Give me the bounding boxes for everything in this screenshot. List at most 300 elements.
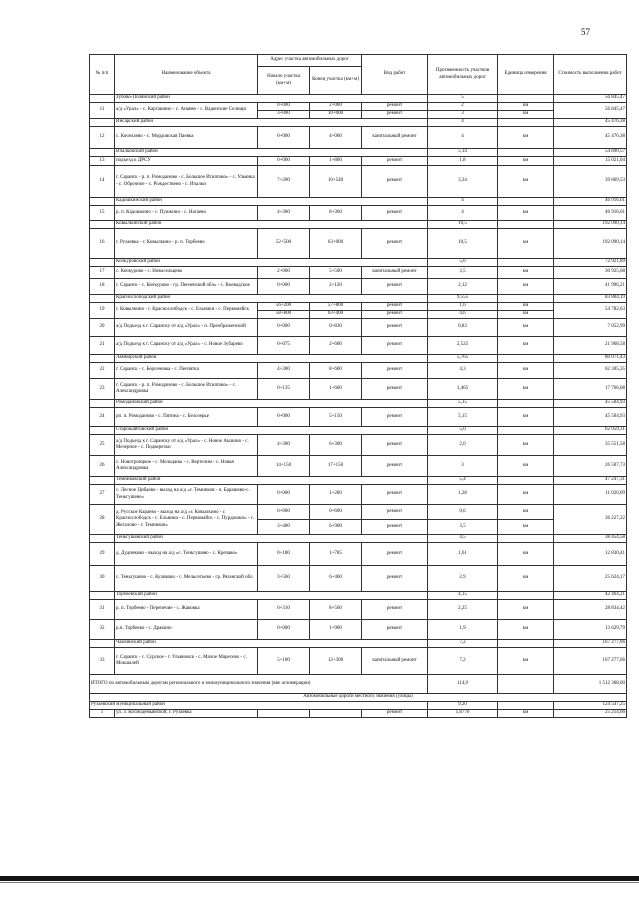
row-length: 7,2 bbox=[428, 648, 498, 675]
district-length: 4,5 bbox=[428, 535, 498, 543]
row-unit: км bbox=[498, 600, 554, 620]
row-start: 0+075 bbox=[258, 337, 310, 355]
scan-edge-line bbox=[0, 882, 639, 883]
row-num: 17 bbox=[90, 267, 115, 279]
district-unit-empty bbox=[498, 355, 554, 363]
row-work: ремонт bbox=[362, 319, 428, 337]
row-name: а/д «Урал» - с. Каргашино - с. Анаево - с. Ваденские Селищи bbox=[115, 103, 258, 119]
row-num: 29 bbox=[90, 543, 115, 566]
row-length: 1,8 bbox=[428, 157, 498, 166]
district-spacer bbox=[90, 535, 115, 543]
row-work: ремонт bbox=[362, 337, 428, 355]
table-row bbox=[90, 600, 627, 620]
district-length: 4,15 bbox=[428, 592, 498, 600]
row-end: 0+830 bbox=[310, 319, 362, 337]
row-name: р.п. Торбеево - с. Дракино bbox=[115, 620, 258, 640]
row-num: 19 bbox=[90, 303, 115, 319]
row-start: 0+180 bbox=[258, 543, 310, 566]
row-cost: 21 968,58 bbox=[554, 337, 627, 355]
row-cost: 45 504,93 bbox=[554, 408, 627, 427]
row-start: 0+000 bbox=[258, 319, 310, 337]
row-work: ремонт bbox=[362, 600, 428, 620]
row-unit: км bbox=[498, 206, 554, 221]
district-length: 5,15 bbox=[428, 400, 498, 408]
district-row bbox=[90, 400, 627, 408]
district-cost: 72 921,89 bbox=[554, 259, 627, 267]
row-start: 3+400 bbox=[258, 520, 310, 535]
row-start: 14+150 bbox=[258, 456, 310, 477]
row-cost: 25 624,17 bbox=[554, 566, 627, 592]
row-length: 2,9 bbox=[428, 566, 498, 592]
district-length: 5,6 bbox=[428, 259, 498, 267]
row-length: 4,3 bbox=[428, 363, 498, 379]
row-end: 6+460 bbox=[310, 566, 362, 592]
row-unit: км bbox=[498, 543, 554, 566]
row-name: р. п. Кадошкино - с. Пушкино - с. Нагаево bbox=[115, 206, 258, 221]
row-name: а/д Подъезд к г. Саранску от а/д «Урал» - с. Новое Акшино - с. Мезерное - с. Подверезки bbox=[115, 435, 258, 456]
district-name: Торбеевский район bbox=[115, 592, 428, 600]
row-unit: км bbox=[498, 620, 554, 640]
table-row bbox=[90, 337, 627, 355]
district-unit-empty bbox=[498, 592, 554, 600]
district-cost: 192 090,14 bbox=[554, 221, 627, 229]
district-row bbox=[90, 702, 627, 710]
section-row bbox=[90, 694, 627, 702]
row-length: 3 bbox=[428, 456, 498, 477]
district-name: Теньгушевский район bbox=[115, 535, 428, 543]
row-work: ремонт bbox=[362, 166, 428, 198]
table-row bbox=[90, 279, 627, 295]
row-unit: км bbox=[498, 566, 554, 592]
row-work: ремонт bbox=[362, 111, 428, 119]
row-length: 0,6 bbox=[428, 505, 498, 520]
row-end: 63+400 bbox=[310, 311, 362, 319]
row-end: 1+785 bbox=[310, 543, 362, 566]
row-cost: 62 305,35 bbox=[554, 363, 627, 379]
district-name: Краснослободский район bbox=[115, 295, 428, 303]
total-row bbox=[90, 675, 627, 694]
row-work: ремонт bbox=[362, 543, 428, 566]
row-unit: км bbox=[498, 379, 554, 400]
row-cost: 54 782,63 bbox=[554, 303, 627, 319]
row-num: 26 bbox=[90, 456, 115, 477]
row-end: 10+000 bbox=[310, 111, 362, 119]
row-work: ремонт bbox=[362, 505, 428, 520]
table-row bbox=[90, 543, 627, 566]
row-name: с. Новотроицкое - с. Мельцаны - с. Вертелим - с. Новая Александровка bbox=[115, 456, 258, 477]
row-start: 0+000 bbox=[258, 620, 310, 640]
row-end: 10+540 bbox=[310, 166, 362, 198]
row-start: 0+135 bbox=[258, 379, 310, 400]
row-work: ремонт bbox=[362, 456, 428, 477]
header-start: Начало участка (км+м) bbox=[258, 67, 310, 95]
row-unit: км bbox=[498, 311, 554, 319]
row-num: 14 bbox=[90, 166, 115, 198]
row-end: 6+300 bbox=[310, 435, 362, 456]
row-cost: 45 476,38 bbox=[554, 127, 627, 149]
table-row bbox=[90, 303, 627, 311]
row-work: ремонт bbox=[362, 485, 428, 505]
row-start: 0+000 bbox=[258, 505, 310, 520]
row-end: 2+000 bbox=[310, 103, 362, 111]
district-length: 7,2 bbox=[428, 640, 498, 648]
section-local-title: Автомобильные дороги местного значения (улицы) bbox=[90, 694, 627, 702]
row-name: г. Саранск - с. Кочкурово - гр. Пензенской обл» - с. Воеводское bbox=[115, 279, 258, 295]
district-length: 9,20 bbox=[428, 702, 498, 710]
district-unit-empty bbox=[498, 427, 554, 435]
district-unit-empty bbox=[498, 95, 554, 103]
row-cost: 11 020,09 bbox=[554, 485, 627, 505]
district-unit-empty bbox=[498, 640, 554, 648]
row-start: 52+500 bbox=[258, 229, 310, 259]
district-length: 10,5 bbox=[428, 221, 498, 229]
header-end: Конец участка (км+м) bbox=[310, 67, 362, 95]
row-end: 5+500 bbox=[310, 267, 362, 279]
row-name: г. Саранск - р. п. Ромоданово - с. Большое Игнатово» - с. Ульянка - с. Оброчное - с. Рождествено - с. Ичалки bbox=[115, 166, 258, 198]
district-spacer bbox=[90, 400, 115, 408]
table-row bbox=[90, 267, 627, 279]
district-cost: 56 845,47 bbox=[554, 95, 627, 103]
row-cost: 12 830,41 bbox=[554, 543, 627, 566]
total-cost: 1 512 308,00 bbox=[554, 675, 627, 694]
district-length: 4 bbox=[428, 119, 498, 127]
row-name: с. Кочкурово - с. Новосельцево bbox=[115, 267, 258, 279]
table-row bbox=[90, 710, 627, 718]
row-length: 4 bbox=[428, 206, 498, 221]
district-cost: 45 476,38 bbox=[554, 119, 627, 127]
row-length: 4 bbox=[428, 127, 498, 149]
row-unit: км bbox=[498, 408, 554, 427]
district-spacer bbox=[90, 221, 115, 229]
header-name: Наименование объекта bbox=[115, 55, 258, 95]
row-work: ремонт bbox=[362, 311, 428, 319]
table-row bbox=[90, 127, 627, 149]
row-work: ремонт bbox=[362, 710, 428, 718]
row-length: 1,28 bbox=[428, 485, 498, 505]
district-unit-empty bbox=[498, 535, 554, 543]
header-address: Адрес участка автомобильных дорог bbox=[258, 55, 362, 67]
row-work: ремонт bbox=[362, 408, 428, 427]
district-cost: 83 804,19 bbox=[554, 295, 627, 303]
row-cost: 13 629,79 bbox=[554, 620, 627, 640]
row-end: 2+120 bbox=[310, 279, 362, 295]
district-cost: 45 504,93 bbox=[554, 400, 627, 408]
row-unit: км bbox=[498, 363, 554, 379]
row-unit: км bbox=[498, 267, 554, 279]
district-name: Ромодановский район bbox=[115, 400, 428, 408]
row-length: 3,34 bbox=[428, 166, 498, 198]
table-row bbox=[90, 229, 627, 259]
row-unit: км bbox=[498, 166, 554, 198]
row-start: 3+000 bbox=[258, 111, 310, 119]
row-work: ремонт bbox=[362, 435, 428, 456]
district-unit-empty bbox=[498, 477, 554, 485]
row-length: 1,8770 bbox=[428, 710, 498, 718]
row-start: 0+000 bbox=[258, 157, 310, 166]
row-start: 58+800 bbox=[258, 311, 310, 319]
row-name: д. Дудинково - выход на а/д «с. Теньгушево - с. Кречаво» bbox=[115, 543, 258, 566]
district-row bbox=[90, 640, 627, 648]
row-unit: км bbox=[498, 111, 554, 119]
row-cost: 39 869,53 bbox=[554, 166, 627, 198]
row-end: 8+560 bbox=[310, 600, 362, 620]
table-row bbox=[90, 648, 627, 675]
district-name: Старошайговский район bbox=[115, 427, 428, 435]
page-number: 57 bbox=[581, 27, 590, 37]
district-spacer bbox=[90, 259, 115, 267]
row-num: 11 bbox=[90, 103, 115, 119]
scan-edge-bar bbox=[0, 876, 639, 881]
row-cost: 41 996,21 bbox=[554, 279, 627, 295]
row-length: 2 bbox=[428, 103, 498, 111]
district-length: 5,765 bbox=[428, 355, 498, 363]
table-row bbox=[90, 157, 627, 166]
district-cost: 54 890,57 bbox=[554, 149, 627, 157]
row-end: 1+280 bbox=[310, 485, 362, 505]
district-length: 5,14 bbox=[428, 149, 498, 157]
row-num: 25 bbox=[90, 435, 115, 456]
table-row bbox=[90, 456, 627, 477]
total-length: 114,9 bbox=[428, 675, 498, 694]
row-name: г. Ковылкино - г. Краснослободск - с. Ельники - с. Первомайск bbox=[115, 303, 258, 319]
row-num: 28 bbox=[90, 505, 115, 535]
row-length: 4,6 bbox=[428, 311, 498, 319]
row-length: 2,525 bbox=[428, 337, 498, 355]
row-length: 2,0 bbox=[428, 435, 498, 456]
table-row bbox=[90, 379, 627, 400]
table-row bbox=[90, 166, 627, 198]
row-length: 0,83 bbox=[428, 319, 498, 337]
row-num: 20 bbox=[90, 319, 115, 337]
row-num: 13 bbox=[90, 157, 115, 166]
district-unit-empty bbox=[498, 198, 554, 206]
row-start: 3+560 bbox=[258, 566, 310, 592]
district-row bbox=[90, 535, 627, 543]
row-unit: км bbox=[498, 303, 554, 311]
row-end: 8+600 bbox=[310, 363, 362, 379]
row-name: а/д Подъезд к г. Саранску от а/д «Урал» - с. Новое Зубарево bbox=[115, 337, 258, 355]
district-spacer bbox=[90, 592, 115, 600]
row-cost: 56 845,47 bbox=[554, 103, 627, 119]
row-unit: км bbox=[498, 648, 554, 675]
district-name: Кадошкинский район bbox=[115, 198, 428, 206]
district-name: Зубово-Полянский район bbox=[115, 95, 428, 103]
district-cost: 124 547,25 bbox=[554, 702, 627, 710]
district-cost: 62 059,31 bbox=[554, 427, 627, 435]
row-unit: км bbox=[498, 710, 554, 718]
district-unit-empty bbox=[498, 119, 554, 127]
district-length: 5,4 bbox=[428, 477, 498, 485]
row-end: 1+900 bbox=[310, 620, 362, 640]
row-unit: км bbox=[498, 337, 554, 355]
row-unit: км bbox=[498, 319, 554, 337]
row-work: ремонт bbox=[362, 279, 428, 295]
row-unit: км bbox=[498, 103, 554, 111]
row-cost: 167 277,66 bbox=[554, 648, 627, 675]
row-start: 0+000 bbox=[258, 127, 310, 149]
row-num: 30 bbox=[90, 566, 115, 592]
row-name: с. Лесное Цибаево - выход на а/д «г. Темников - п. Барашево-с. Теньгушево» bbox=[115, 485, 258, 505]
district-unit-empty bbox=[498, 149, 554, 157]
row-work: капитальный ремонт bbox=[362, 127, 428, 149]
district-spacer bbox=[90, 640, 115, 648]
row-start: 5+100 bbox=[258, 648, 310, 675]
district-cost: 42 464,21 bbox=[554, 592, 627, 600]
table-row bbox=[90, 620, 627, 640]
district-name: Ковылкинский район bbox=[115, 221, 428, 229]
row-length: 3,5 bbox=[428, 267, 498, 279]
row-length: 1,9 bbox=[428, 620, 498, 640]
row-num: 15 bbox=[90, 206, 115, 221]
row-num: 27 bbox=[90, 485, 115, 505]
row-cost: 15 021,04 bbox=[554, 157, 627, 166]
row-name: г. Рузаевка - г. Ковылкино - р. п. Торбеево bbox=[115, 229, 258, 259]
row-num: 1 bbox=[90, 710, 115, 718]
row-start: 56+200 bbox=[258, 303, 310, 311]
district-spacer bbox=[90, 355, 115, 363]
row-end: 1+600 bbox=[310, 379, 362, 400]
district-row bbox=[90, 95, 627, 103]
row-start: 4+300 bbox=[258, 363, 310, 379]
row-unit: км bbox=[498, 456, 554, 477]
total-label: ИТОГО по автомобильным дорогам регионального и межмуниципального значения (вне агломерации) bbox=[90, 675, 428, 694]
row-num: 16 bbox=[90, 229, 115, 259]
row-end: 0+600 bbox=[310, 505, 362, 520]
row-work: ремонт bbox=[362, 206, 428, 221]
row-end: 1+800 bbox=[310, 157, 362, 166]
district-name: Лямбирский район bbox=[115, 355, 428, 363]
row-work: ремонт bbox=[362, 379, 428, 400]
table-row bbox=[90, 435, 627, 456]
row-unit: км bbox=[498, 520, 554, 535]
table-row bbox=[90, 566, 627, 592]
row-length: 10,5 bbox=[428, 229, 498, 259]
row-start: 7+200 bbox=[258, 166, 310, 198]
district-name: Рузаевский муниципальный район bbox=[90, 702, 428, 710]
table-body bbox=[90, 95, 627, 675]
row-end: 57+800 bbox=[310, 303, 362, 311]
row-work: капитальный ремонт bbox=[362, 648, 428, 675]
district-spacer bbox=[90, 198, 115, 206]
row-cost: 46 916,61 bbox=[554, 206, 627, 221]
table-row bbox=[90, 363, 627, 379]
header-cost: Стоимость выполнения работ bbox=[554, 55, 627, 95]
district-unit-empty bbox=[498, 259, 554, 267]
row-start: 0+000 bbox=[258, 103, 310, 111]
roads-table bbox=[89, 54, 627, 718]
header-work: Вид работ bbox=[362, 55, 428, 95]
row-name: г. Саранск - с. Сурское - г. Ульяновск - с. Малое Маресево - с. Мокшалей bbox=[115, 648, 258, 675]
row-name: г. Саранск - р. п. Ромоданово - с. Большое Игнатово» - с. Александровка bbox=[115, 379, 258, 400]
row-end: 5+150 bbox=[310, 408, 362, 427]
district-spacer bbox=[90, 477, 115, 485]
row-length: 3 bbox=[428, 111, 498, 119]
row-work: ремонт bbox=[362, 566, 428, 592]
table-row bbox=[90, 103, 627, 111]
row-start: 2+000 bbox=[258, 267, 310, 279]
row-unit: км bbox=[498, 485, 554, 505]
table-row bbox=[90, 319, 627, 337]
district-length: 4 bbox=[428, 198, 498, 206]
district-row bbox=[90, 198, 627, 206]
row-length: 2,25 bbox=[428, 600, 498, 620]
district-spacer bbox=[90, 295, 115, 303]
row-start: 4+360 bbox=[258, 206, 310, 221]
district-spacer bbox=[90, 149, 115, 157]
row-end: 8+360 bbox=[310, 206, 362, 221]
row-cost: 25 214,66 bbox=[554, 710, 627, 718]
table-row bbox=[90, 206, 627, 221]
row-end: 12+300 bbox=[310, 648, 362, 675]
row-work: ремонт bbox=[362, 103, 428, 111]
row-length: 2,12 bbox=[428, 279, 498, 295]
district-spacer bbox=[90, 95, 115, 103]
row-cost: 35 551,58 bbox=[554, 435, 627, 456]
district-unit-empty bbox=[498, 295, 554, 303]
row-start: 0+000 bbox=[258, 408, 310, 427]
row-num: 33 bbox=[90, 648, 115, 675]
district-row bbox=[90, 221, 627, 229]
table-row bbox=[90, 485, 627, 505]
district-cost: 167 277,66 bbox=[554, 640, 627, 648]
header-num: № п/п bbox=[90, 55, 115, 95]
header-length: Протяженность участков автомобильных дорог bbox=[428, 55, 498, 95]
district-name: Темниковский район bbox=[115, 477, 428, 485]
district-spacer bbox=[90, 119, 115, 127]
row-unit: км bbox=[498, 229, 554, 259]
row-start: 0+000 bbox=[258, 279, 310, 295]
row-cost: 26 507,73 bbox=[554, 456, 627, 477]
district-name: Инсарский район bbox=[115, 119, 428, 127]
district-row bbox=[90, 592, 627, 600]
district-unit-empty bbox=[498, 400, 554, 408]
row-num: 24 bbox=[90, 408, 115, 427]
row-cost: 28 834,42 bbox=[554, 600, 627, 620]
row-name: подъезд к ДРСУ bbox=[115, 157, 258, 166]
row-name: с. Кочелаево - с. Мордовская Паевка bbox=[115, 127, 258, 149]
row-cost: 192 090,14 bbox=[554, 229, 627, 259]
row-name: г. Саранск - с. Берсеневка - с. Пензятка bbox=[115, 363, 258, 379]
district-length: 5,0 bbox=[428, 427, 498, 435]
row-name: с. Теньгушево - с. Куликово - с. Мельсетьево - гр. Рязанской обл. bbox=[115, 566, 258, 592]
row-length: 1,61 bbox=[428, 543, 498, 566]
district-cost: 38 454,58 bbox=[554, 535, 627, 543]
district-length: 9,555 bbox=[428, 295, 498, 303]
district-row bbox=[90, 355, 627, 363]
row-num: 31 bbox=[90, 600, 115, 620]
row-length: 5,15 bbox=[428, 408, 498, 427]
row-end: 4+000 bbox=[310, 127, 362, 149]
row-name: рп. п. Ромоданово - с. Пятина - с. Белозерье bbox=[115, 408, 258, 427]
district-unit-empty bbox=[498, 221, 554, 229]
row-cost: 17 766,08 bbox=[554, 379, 627, 400]
district-row bbox=[90, 119, 627, 127]
row-work: ремонт bbox=[362, 303, 428, 311]
row-work: ремонт bbox=[362, 157, 428, 166]
row-num: 22 bbox=[90, 363, 115, 379]
row-num: 32 bbox=[90, 620, 115, 640]
district-cost: 46 916,61 bbox=[554, 198, 627, 206]
row-end: 6+900 bbox=[310, 520, 362, 535]
district-cost: 47 247,31 bbox=[554, 477, 627, 485]
row-work: ремонт bbox=[362, 363, 428, 379]
table-footer bbox=[90, 675, 627, 718]
row-num: 12 bbox=[90, 127, 115, 149]
row-name: д. Русское Караево - выход на а/д «г. Ковылкино - г. Краснослободск - с. Ельники - с. Первомайск - с. Пурдошки» - с. Жегалово - г. Темников» bbox=[115, 505, 258, 535]
row-num: 23 bbox=[90, 379, 115, 400]
district-cost: 80 071,43 bbox=[554, 355, 627, 363]
row-end: 63+000 bbox=[310, 229, 362, 259]
